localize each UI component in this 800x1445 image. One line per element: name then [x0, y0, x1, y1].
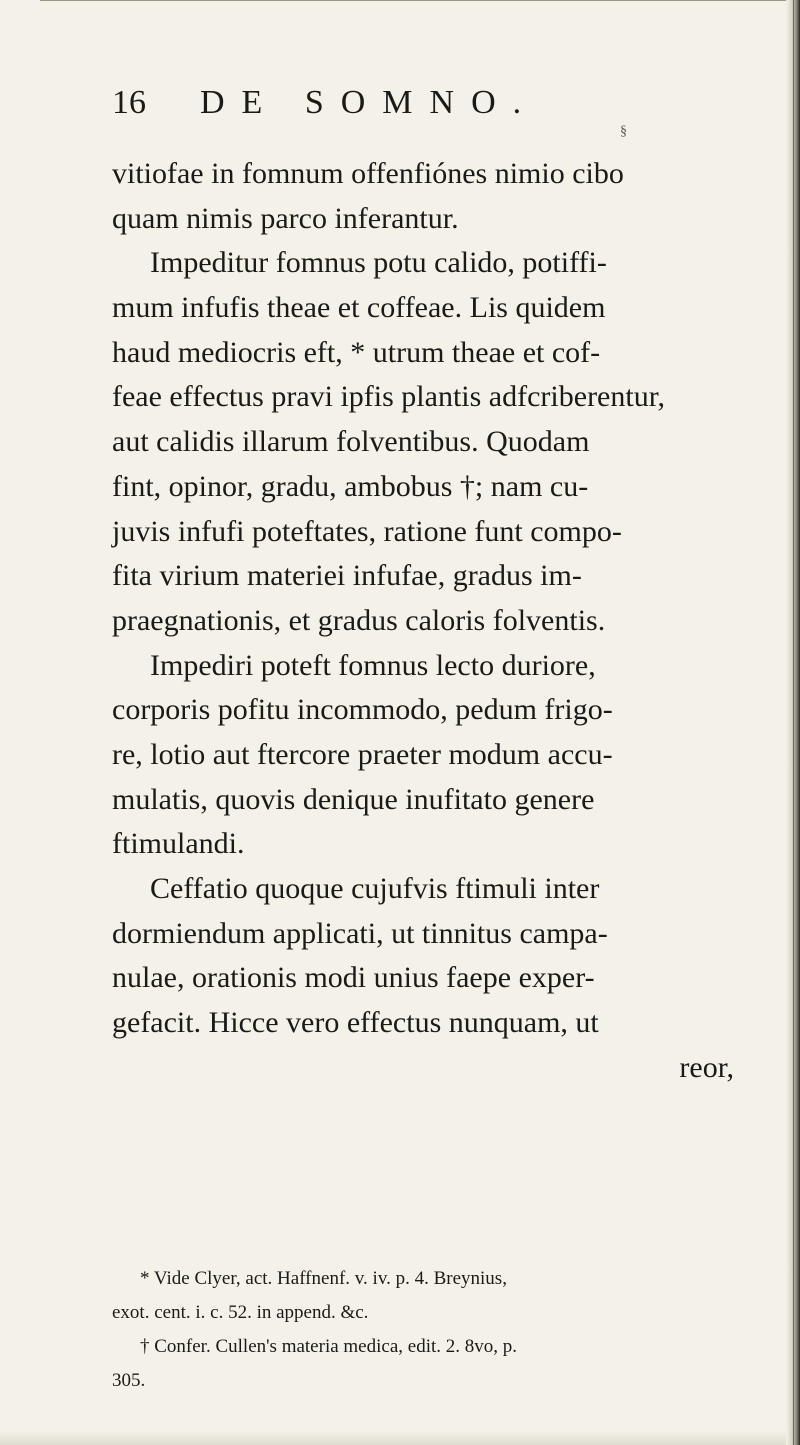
running-title: DE SOMNO.: [200, 84, 539, 121]
text-line: juvis infufi poteftates, ratione funt compo-: [112, 514, 622, 548]
text-line: ftimulandi.: [112, 827, 245, 861]
text-line: quam nimis parco inferantur.: [112, 201, 459, 235]
text-line: dormiendum applicati, ut tinnitus campa-: [112, 916, 608, 950]
catchword: reor,: [679, 1050, 734, 1084]
text-line: nulae, orationis modi unius faepe exper-: [112, 961, 595, 995]
text-line: corporis pofitu incommodo, pedum frigo-: [112, 693, 613, 727]
footnote-line: exot. cent. i. c. 52. in append. &c.: [112, 1302, 369, 1323]
text-line: Impediri poteft fomnus lecto duriore,: [150, 648, 596, 682]
top-page-edge: [40, 0, 800, 7]
text-line: Ceffatio quoque cujufvis ftimuli inter: [150, 872, 600, 905]
footnote-line: 305.: [112, 1370, 146, 1391]
bottom-page-edge: [0, 1431, 800, 1445]
text-line: re, lotio aut ftercore praeter modum accu-: [112, 737, 613, 771]
body-text: [112, 152, 752, 1090]
text-line: feae effectus pravi ipfis plantis adfcriberentur,: [112, 380, 665, 414]
text-line: vitiofae in fomnum offenfiónes nimio cibo: [112, 157, 624, 190]
page-header: [112, 78, 712, 128]
text-line: haud mediocris eft, * utrum theae et cof-: [112, 335, 601, 369]
text-line: mum infufis theae et coffeae. Lis quidem: [112, 291, 606, 325]
page-number: 16: [112, 84, 146, 121]
footnote-line: † Confer. Cullen's materia medica, edit. 2. 8vo, p.: [140, 1336, 518, 1357]
page-edge-line: [793, 0, 794, 1445]
text-line: fita virium materiei infufae, gradus im-: [112, 559, 582, 593]
text-line: praegnationis, et gradus caloris folventis.: [112, 603, 606, 637]
footnote-line: * Vide Clyer, act. Haffnenf. v. iv. p. 4. Breynius,: [140, 1268, 507, 1289]
text-line: aut calidis illarum folventibus. Quodam: [112, 425, 590, 459]
footnotes: [112, 1262, 752, 1398]
text-line: Impeditur fomnus potu calido, potiffi-: [150, 246, 607, 280]
section-mark: §: [620, 124, 627, 139]
text-line: mulatis, quovis denique inufitato genere: [112, 782, 595, 816]
text-line: gefacit. Hicce vero effectus nunquam, ut: [112, 1006, 599, 1040]
text-line: fint, opinor, gradu, ambobus †; nam cu-: [112, 469, 589, 503]
